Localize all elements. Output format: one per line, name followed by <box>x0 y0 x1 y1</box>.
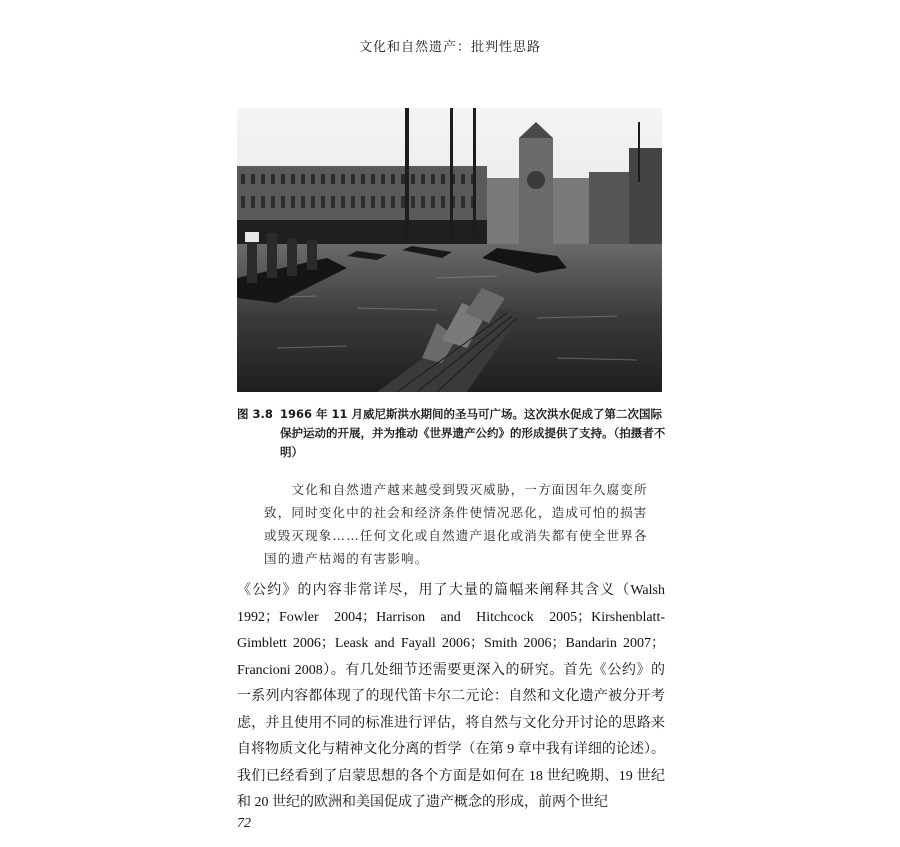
running-head: 文化和自然遗产：批判性思路 <box>358 40 541 55</box>
figure-caption <box>237 405 667 462</box>
body-paragraph: 《公约》的内容非常详尽，用了大量的篇幅来阐释其含义（Walsh 1992；Fowler 2004；Harrison and Hitchcock 2005；Kirshenblatt-Gimblett 2006；Leask and Fayall 2006；Smith 2006；Bandarin 2007；Francioni 2008）。有几处细节还需要更深入的研究。首先《公约》的一系列内容都体现了的现代笛卡尔二元论：自然和文化遗产被分开考虑，并且使用不同的标准进行评估，将自然与文化分开讨论的思路来自将物质文化与精神文化分离的哲学（在第 9 章中我有详细的论述）。我们已经看到了启蒙思想的各个方面是如何在 18 世纪晚期、19 世纪和 20 世纪的欧洲和美国促成了遗产概念的形成，前两个世纪 <box>237 583 665 810</box>
figure-label: 图 3.8 <box>237 407 273 421</box>
page-number: 72 <box>237 816 251 831</box>
body-text <box>237 578 665 817</box>
block-quote <box>264 478 650 570</box>
figure-caption-text: 1966 年 11 月威尼斯洪水期间的圣马可广场。这次洪水促成了第二次国际保护运动的开展，并为推动《世界遗产公约》的形成提供了支持。（拍摄者不明） <box>280 407 666 459</box>
block-quote-text: 文化和自然遗产越来越受到毁灭威胁，一方面因年久腐变所致，同时变化中的社会和经济条件使情况恶化，造成可怕的损害或毁灭现象……任何文化或自然遗产退化或消失都有使全世界各国的遗产枯竭的有害影响。 <box>264 482 648 566</box>
flooded-square-photo <box>237 108 662 392</box>
